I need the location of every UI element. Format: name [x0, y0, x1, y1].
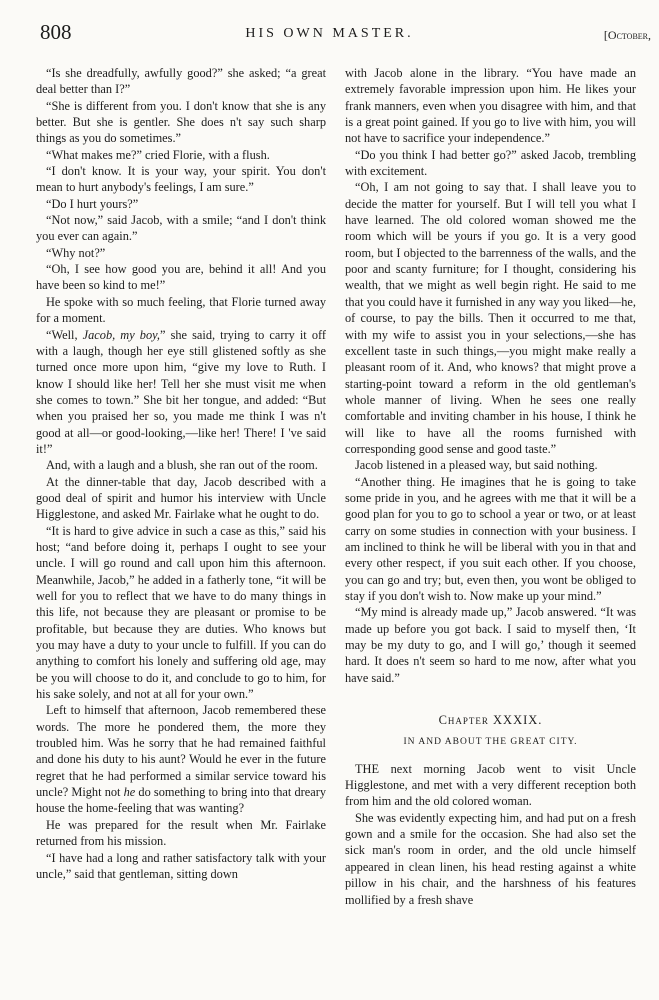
chapter-subheading: IN AND ABOUT THE GREAT CITY. — [403, 737, 578, 748]
paragraph: She was evidently expecting him, and had put on a fresh gown and a smile for the occasion. She had also set the sick man's room in order, and the old uncle himself appeared in clean linen, his head resting against a white pillow in his chair, and the harshness of his features mollified by a fresh shave — [345, 810, 636, 907]
paragraph: He spoke with so much feeling, that Florie turned away for a moment. — [36, 294, 326, 326]
paragraph: “Oh, I am not going to say that. I shall leave you to decide the matter for yourself. But I will tell you what I have learned. The old colored woman showed me the room which will be yours if you go. It is a very good room, but I objected to the barrenness of the walls, and the poor and scanty furniture; for I thought, considering his wealth, that we might as well begin right. He said to me that you could have it furnished in any way you liked—he, of course, to pay the bills. Then it occurred to me that, with my wife to assist you in your selections,—she has excellent taste in such things,—you might make really a pleasant room of it. And, who knows? that might prove a starting-point toward a reform in the old gentleman's whole manner of living. When he sees one really comfortable and inviting chamber in his house, I think he will like to have all the rooms furnished with corresponding good sense and good taste.” — [345, 180, 636, 456]
paragraph: “What makes me?” cried Florie, with a flush. — [46, 147, 270, 162]
paragraph: “Well, Jacob, my boy,” she said, trying to carry it off with a laugh, though her eye still glistened softly as she turned once more upon him, “give my love to Ruth. I know I should like her! Tell her she must visit me when she comes to town.” She bit her tongue, and added: “But when you praised her so, you made me think I was n't good at all—or good-looking,—like her! There! I 've said it!” — [36, 327, 326, 456]
paragraph: And, with a laugh and a blush, she ran out of the room. — [46, 458, 318, 473]
paragraph: “Do you think I had better go?” asked Jacob, trembling with excitement. — [345, 147, 636, 179]
paragraph: Left to himself that afternoon, Jacob remembered these words. The more he pondered them, the more they troubled him. Was he sorry that he had remained faithful and done his duty to his aunt? Would he ever in the future regret that he had performed a similar service toward his uncle? Might not he do something to bring into that dreary house the home-feeling that was wanting? — [36, 703, 326, 816]
running-month: [October, — [603, 28, 651, 42]
paragraph: “Is she dreadfully, awfully good?” she asked; “a great deal better than I?” — [36, 66, 326, 97]
paragraph: “Another thing. He imagines that he is going to take some pride in you, and he agrees with me that it will be a good plan for you to go to school a year or two, or at least carry on some studies in connection with your business. I am inclined to think he will be liberal with you in that and every other respect, if you suit each other. If you choose, you can go and try; but, even then, you wont be obliged to stay if you don't wish to. Now make up your mind.” — [345, 474, 636, 603]
left-column — [36, 65, 326, 882]
chapter-heading: Chapter XXXIX. — [438, 713, 543, 728]
paragraph: “It is hard to give advice in such a case as this,” said his host; “and before doing it, perhaps I ought to see your uncle. I will go round and call upon him this afternoon. Meanwhile, Jacob,” he added in a fatherly tone, “it will be well for you to reflect that we have to do many things in this life, not because they are pleasant or promise to be profitable, but because they are duties. Who knows but you may have a duty to your uncle to fulfill. If you can do anything to comfort his lonely and suffering old age, may be you will choose to do it, and conclude to go to him, for his sake solely, and not at all for your own.” — [36, 523, 326, 702]
paragraph: “Do I hurt yours?” — [46, 196, 139, 211]
paragraph: He was prepared for the result when Mr. Fairlake returned from his mission. — [36, 817, 326, 849]
paragraph: “I have had a long and rather satisfactory talk with your uncle,” said that gentleman, sitting down — [36, 850, 326, 881]
page-header — [0, 20, 659, 50]
paragraph: At the dinner-table that day, Jacob described with a good deal of spirit and humor his interview with Uncle Higglestone, and asked Mr. Fairlake what he ought to do. — [36, 474, 326, 522]
paragraph: “Not now,” said Jacob, with a smile; “and I don't think you ever can again.” — [36, 213, 326, 244]
paragraph: with Jacob alone in the library. “You have made an extremely favorable impression upon him. He likes your frank manners, even when you disagree with him, and that is a great point gained. If you go to live with him, you will not have to sacrifice your independence.” — [345, 66, 636, 146]
paragraph: “She is different from you. I don't know that she is any better. But she is gentler. She does n't say such sharp things as you do sometimes.” — [36, 98, 326, 146]
paragraph: “Oh, I see how good you are, behind it all! And you have been so kind to me!” — [36, 262, 326, 293]
paragraph: “Why not?” — [46, 245, 106, 260]
paragraph: Jacob listened in a pleased way, but said nothing. — [355, 458, 598, 473]
paragraph: “My mind is already made up,” Jacob answered. “It was made up before you got back. I said to myself then, ‘It may be my duty to go, and I will go,’ though it seemed hard. It does n't seem so hard to me now, after what you have said.” — [345, 605, 636, 685]
paragraph: “I don't know. It is your way, your spirit. You don't mean to hurt anybody's feelings, I am sure.” — [36, 164, 326, 195]
right-column — [345, 65, 636, 908]
page-number: 808 — [40, 20, 72, 44]
paragraph: THE next morning Jacob went to visit Uncle Higglestone, and met with a very different reception both from him and the old colored woman. — [345, 761, 636, 809]
running-title: HIS OWN MASTER. — [245, 26, 414, 41]
